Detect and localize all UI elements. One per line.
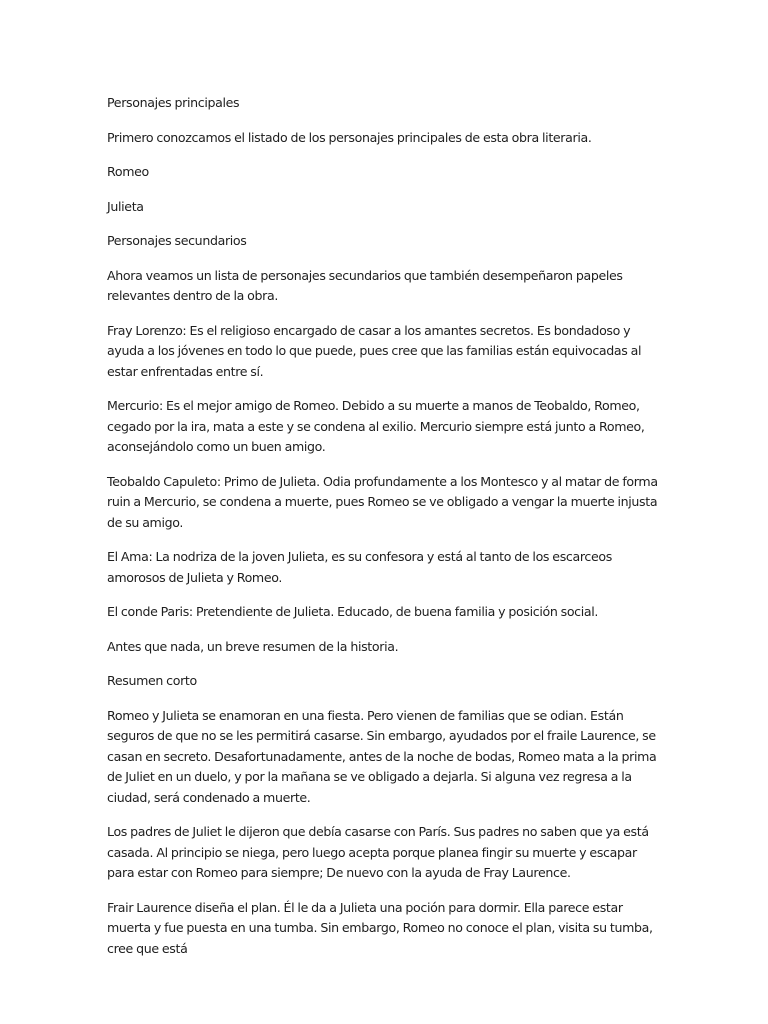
paragraph-summary-intro: Antes que nada, un breve resumen de la historia. [107,638,399,654]
heading-short-summary: Resumen corto [107,673,197,688]
heading-secondary-characters: Personajes secundarios [107,233,247,248]
heading-main-characters: Personajes principales [107,95,240,110]
paragraph-summary-1: Romeo y Julieta se enamoran en una fiesta. Pero vienen de familias que se odian. Están seguros de que no se les permitirá casarse. Sin embargo, ayudados por el fraile Laurence, se casan en secreto. Desafortunadamente, antes de la noche de bodas, Romeo mata a la prima de Juliet en un duelo, y por la mañana se ve obligado a dejarla. Si alguna vez regresa a la ciudad, será condenado a muerte. [107,707,657,805]
paragraph-mercurio: Mercurio: Es el mejor amigo de Romeo. Debido a su muerte a manos de Teobaldo, Romeo, cegado por la ira, mata a este y se condena al exilio. Mercurio siempre está junto a Romeo, aconsejándolo como un buen amigo. [107,398,645,454]
paragraph-fray-lorenzo: Fray Lorenzo: Es el religioso encargado de casar a los amantes secretos. Es bondadoso y ayuda a los jóvenes en todo lo que puede, pues cree que las familias están equivocadas al estar enfrentadas entre sí. [107,322,642,379]
paragraph-intro-secondary: Ahora veamos un lista de personajes secundarios que también desempeñaron papeles relevantes dentro de la obra. [107,267,623,303]
paragraph-conde-paris: El conde Paris: Pretendiente de Julieta. Educado, de buena familia y posición social. [107,604,599,619]
list-item-julieta: Julieta [107,198,144,214]
document-page [107,93,663,973]
paragraph-el-ama: El Ama: La nodriza de la joven Julieta, es su confesora y está al tanto de los escarceos amorosos de Julieta y Romeo. [107,549,612,585]
paragraph-intro-main: Primero conozcamos el listado de los personajes principales de esta obra literaria. [107,129,592,145]
paragraph-teobaldo: Teobaldo Capuleto: Primo de Julieta. Odia profundamente a los Montesco y al matar de forma ruin a Mercurio, se condena a muerte, pues Romeo se ve obligado a vengar la muerte injusta de su amigo. [107,473,658,530]
paragraph-summary-2: Los padres de Juliet le dijeron que debía casarse con París. Sus padres no saben que ya está casada. Al principio se niega, pero luego acepta porque planea fingir su muerte y escapar para estar con Romeo para siempre; De nuevo con la ayuda de Fray Laurence. [107,824,649,880]
paragraph-summary-3: Frair Laurence diseña el plan. Él le da a Julieta una poción para dormir. Ella parece estar muerta y fue puesta en una tumba. Sin embargo, Romeo no conoce el plan, visita su tumba, cree que está [107,899,653,956]
list-item-romeo: Romeo [107,164,149,179]
